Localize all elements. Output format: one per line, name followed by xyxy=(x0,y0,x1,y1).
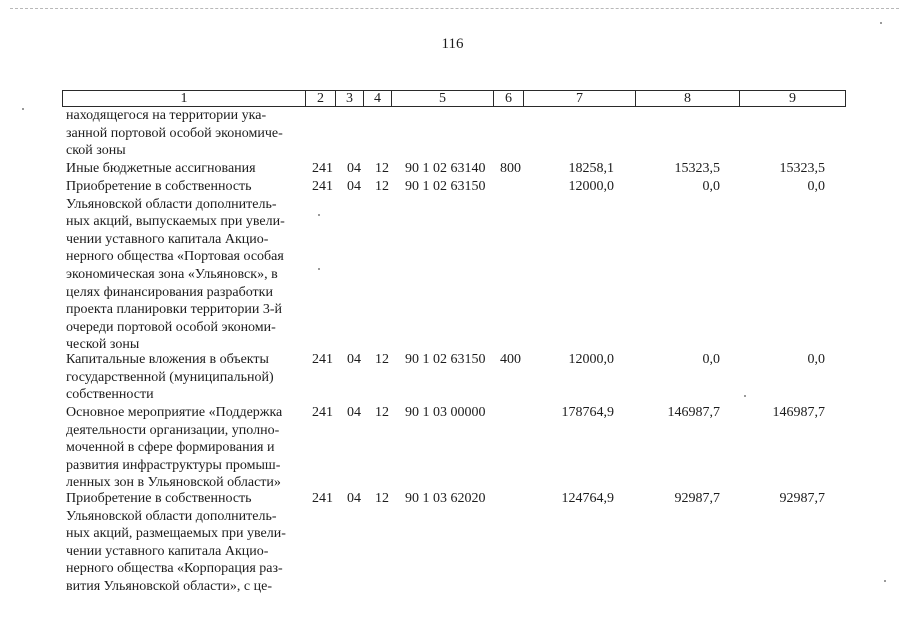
cell-col-8: 15323,5 xyxy=(674,161,720,176)
description-line: проекта планировки территории 3-й xyxy=(66,302,282,318)
description-line: Приобретение в собственность xyxy=(66,491,252,506)
row-description xyxy=(66,160,301,178)
description-line: ных акций, выпускаемых при увели- xyxy=(66,214,285,230)
cell-col-6: 400 xyxy=(500,352,521,367)
description-line: ческой зоны xyxy=(66,337,140,353)
cell-col-8: 146987,7 xyxy=(667,405,720,420)
column-header-row xyxy=(62,90,846,107)
cell-col-7: 124764,9 xyxy=(561,491,614,506)
description-line: Капитальные вложения в объекты xyxy=(66,352,269,367)
cell-col-9: 0,0 xyxy=(807,352,825,367)
column-header: 2 xyxy=(306,91,336,107)
cell-col-9: 15323,5 xyxy=(779,161,825,176)
description-line: находящегося на территории ука- xyxy=(66,108,267,123)
cell-col-2: 241 xyxy=(312,179,333,194)
row-description xyxy=(66,490,301,596)
row-description xyxy=(66,404,301,492)
description-line: вития Ульяновской области», с це- xyxy=(66,578,272,594)
cell-col-8: 92987,7 xyxy=(674,491,720,506)
description-line: занной портовой особой экономиче- xyxy=(66,125,283,141)
cell-col-9: 0,0 xyxy=(807,179,825,194)
column-header: 8 xyxy=(636,91,740,107)
cell-col-4: 12 xyxy=(375,491,389,506)
cell-col-7: 178764,9 xyxy=(561,405,614,420)
cell-col-7: 18258,1 xyxy=(568,161,614,176)
cell-col-8: 0,0 xyxy=(702,179,720,194)
description-line: Иные бюджетные ассигнования xyxy=(66,161,256,176)
description-line: Приобретение в собственность xyxy=(66,179,252,194)
column-header: 9 xyxy=(740,91,846,107)
description-line: чении уставного капитала Акцио- xyxy=(66,543,269,559)
column-header: 5 xyxy=(392,91,494,107)
cell-col-4: 12 xyxy=(375,405,389,420)
description-line: ской зоны xyxy=(66,143,126,159)
cell-col-3: 04 xyxy=(347,352,361,367)
page-number: 116 xyxy=(441,36,464,52)
cell-col-5: 90 1 03 62020 xyxy=(405,491,486,506)
cell-col-6: 800 xyxy=(500,161,521,176)
cell-col-2: 241 xyxy=(312,491,333,506)
cell-col-9: 146987,7 xyxy=(772,405,825,420)
cell-col-4: 12 xyxy=(375,179,389,194)
scan-speck xyxy=(22,108,24,110)
cell-col-4: 12 xyxy=(375,352,389,367)
cell-col-2: 241 xyxy=(312,352,333,367)
cell-col-7: 12000,0 xyxy=(568,179,614,194)
column-header: 1 xyxy=(63,91,306,107)
scan-speck xyxy=(884,580,886,582)
description-line: целях финансирования разработки xyxy=(66,284,273,300)
cell-col-8: 0,0 xyxy=(702,352,720,367)
cell-col-3: 04 xyxy=(347,161,361,176)
cell-col-5: 90 1 02 63150 xyxy=(405,179,486,194)
cell-col-3: 04 xyxy=(347,491,361,506)
description-line: государственной (муниципальной) xyxy=(66,369,274,385)
row-description xyxy=(66,351,301,404)
description-line: деятельности организации, уполно- xyxy=(66,422,280,438)
cell-col-3: 04 xyxy=(347,179,361,194)
description-line: нерного общества «Портовая особая xyxy=(66,249,284,265)
column-header: 4 xyxy=(364,91,392,107)
cell-col-3: 04 xyxy=(347,405,361,420)
cell-col-5: 90 1 02 63140 xyxy=(405,161,486,176)
description-line: нерного общества «Корпорация раз- xyxy=(66,561,283,577)
cell-col-4: 12 xyxy=(375,161,389,176)
scan-edge xyxy=(10,8,899,9)
scan-speck xyxy=(744,395,746,397)
cell-col-9: 92987,7 xyxy=(779,491,825,506)
description-line: развития инфраструктуры промыш- xyxy=(66,457,281,473)
description-line: Ульяновской области дополнитель- xyxy=(66,508,277,524)
description-line: Основное мероприятие «Поддержка xyxy=(66,405,283,420)
row-description xyxy=(66,107,301,160)
description-line: чении уставного капитала Акцио- xyxy=(66,231,269,247)
cell-col-2: 241 xyxy=(312,161,333,176)
scan-speck xyxy=(880,22,882,24)
description-line: собственности xyxy=(66,387,154,403)
column-header: 7 xyxy=(524,91,636,107)
description-line: моченной в сфере формирования и xyxy=(66,440,275,456)
description-line: Ульяновской области дополнитель- xyxy=(66,196,277,212)
description-line: очереди портовой особой экономи- xyxy=(66,319,276,335)
scan-speck xyxy=(318,268,320,270)
column-header: 3 xyxy=(336,91,364,107)
scan-speck xyxy=(318,214,320,216)
row-description xyxy=(66,178,301,354)
description-line: экономическая зона «Ульяновск», в xyxy=(66,266,278,282)
description-line: ных акций, размещаемых при увели- xyxy=(66,526,286,542)
cell-col-7: 12000,0 xyxy=(568,352,614,367)
column-header: 6 xyxy=(494,91,524,107)
description-line: ленных зон в Ульяновской области» xyxy=(66,475,281,491)
cell-col-2: 241 xyxy=(312,405,333,420)
cell-col-5: 90 1 02 63150 xyxy=(405,352,486,367)
cell-col-5: 90 1 03 00000 xyxy=(405,405,486,420)
